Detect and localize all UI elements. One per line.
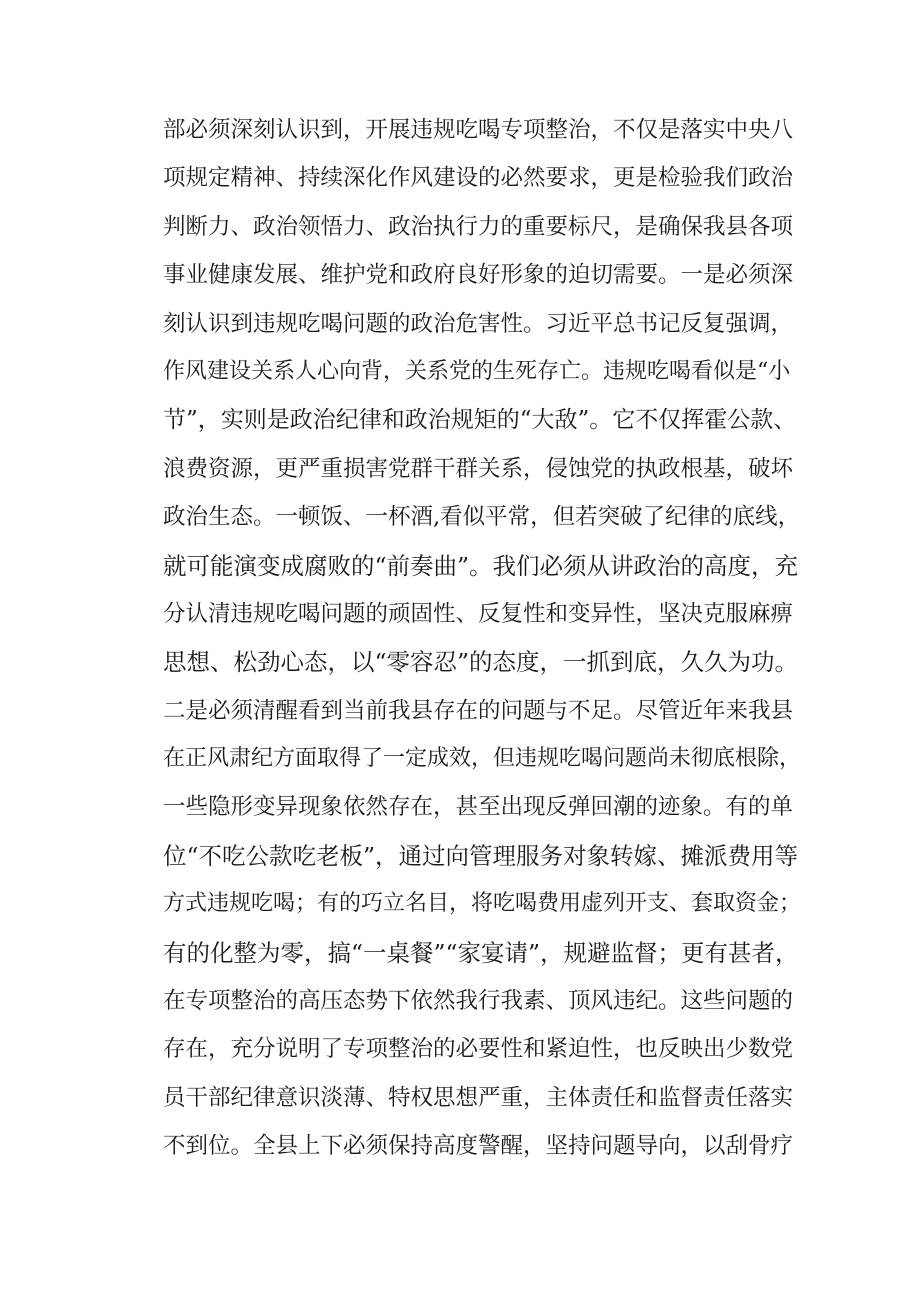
text-line-11: 分认清违规吃喝问题的顽固性、反复性和变异性，坚决克服麻痹 <box>163 600 794 627</box>
body-text <box>163 106 803 1171</box>
text-line-5: 刻认识到违规吃喝问题的政治危害性。习近平总书记反复强调， <box>163 310 794 337</box>
text-line-15: 一些隐形变异现象依然存在，甚至出现反弹回潮的迹象。有的单 <box>163 794 794 821</box>
text-line-2: 项规定精神、持续深化作风建设的必然要求，更是检验我们政治 <box>163 165 794 192</box>
text-line-19: 在专项整治的高压态势下依然我行我素、顶风违纪。这些问题的 <box>163 988 794 1015</box>
text-line-20: 存在，充分说明了专项整治的必要性和紧迫性，也反映出少数党 <box>163 1036 794 1063</box>
text-line-13: 二是必须清醒看到当前我县存在的问题与不足。尽管近年来我县 <box>163 697 794 724</box>
text-line-18: 有的化整为零，搞“一桌餐”“家宴请”，规避监督；更有甚者， <box>163 938 799 967</box>
text-line-7: 节”，实则是政治纪律和政治规矩的“大敌”。它不仅挥霍公款、 <box>163 407 797 434</box>
text-line-4: 事业健康发展、维护党和政府良好形象的迫切需要。一是必须深 <box>163 262 794 289</box>
text-line-1: 部必须深刻认识到，开展违规吃喝专项整治，不仅是落实中央八 <box>163 117 794 143</box>
text-line-14: 在正风肃纪方面取得了一定成效，但违规吃喝问题尚未彻底根除， <box>163 746 802 772</box>
text-line-9: 政治生态。一顿饭、一杯酒,看似平常，但若突破了纪律的底线， <box>163 504 801 531</box>
text-line-12: 思想、松劲心态，以“零容忍”的态度，一抓到底，久久为功。 <box>163 648 799 677</box>
text-line-8: 浪费资源，更严重损害党群干群关系，侵蚀党的执政根基，破坏 <box>163 455 794 482</box>
text-line-22: 不到位。全县上下必须保持高度警醒，坚持问题导向，以刮骨疗 <box>163 1133 794 1160</box>
text-line-10: 就可能演变成腐败的“前奏曲”。我们必须从讲政治的高度，充 <box>163 551 799 580</box>
text-line-21: 员干部纪律意识淡薄、特权思想严重，主体责任和监督责任落实 <box>163 1084 794 1111</box>
text-line-16: 位“不吃公款吃老板”，通过向管理服务对象转嫁、摊派费用等 <box>163 841 799 870</box>
text-line-17: 方式违规吃喝；有的巧立名目，将吃喝费用虚列开支、套取资金； <box>163 891 802 917</box>
text-line-3: 判断力、政治领悟力、政治执行力的重要标尺，是确保我县各项 <box>163 213 794 240</box>
text-line-6: 作风建设关系人心向背，关系党的生死存亡。违规吃喝看似是“小 <box>163 358 791 384</box>
